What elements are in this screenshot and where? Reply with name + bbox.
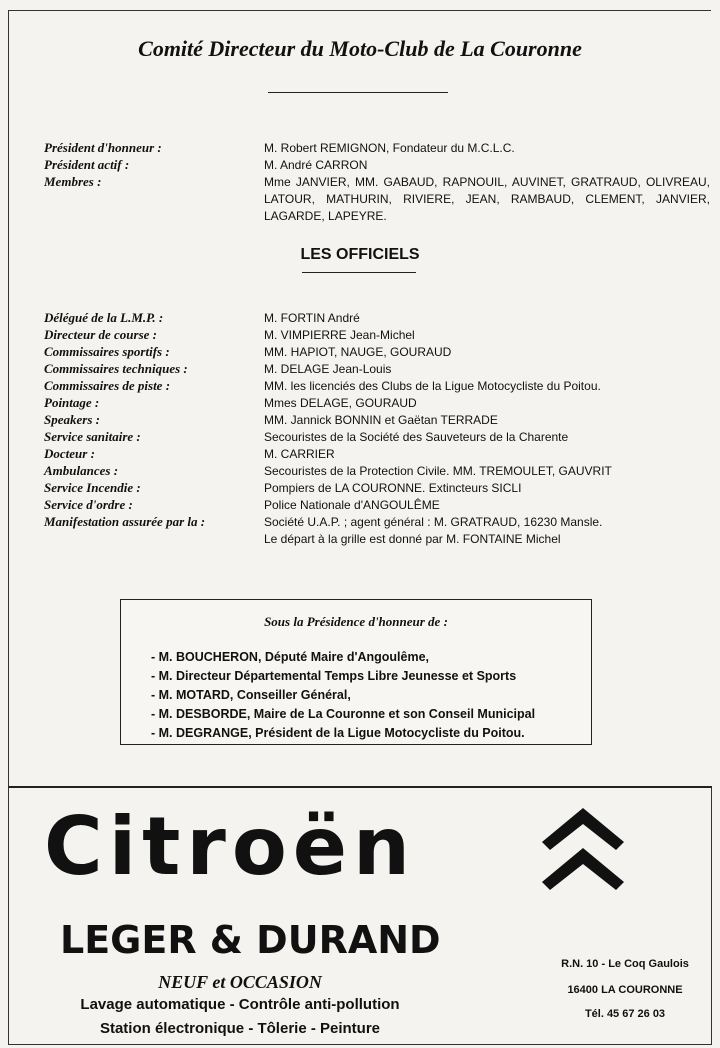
phone-number: Tél. 45 67 26 03 (584, 1008, 666, 1020)
official-label: Service sanitaire : (44, 429, 141, 444)
title-rule (268, 92, 448, 93)
official-label: Ambulances : (44, 463, 119, 478)
honor-box (120, 599, 592, 745)
official-label: Commissaires techniques : (44, 361, 188, 376)
director-value: M. André CARRON (264, 158, 368, 172)
director-label: Président actif : (44, 157, 130, 172)
official-label: Docteur : (44, 446, 95, 461)
director-value: Mme JANVIER, MM. GABAUD, RAPNOUIL, AUVINET, GRATRAUD, OLIVREAU, LATOUR, MATHURIN, RIVIERE, JEAN, RAMBAUD, CLEMENT, JANVIER, LAGARDE, LAPEYRE. (264, 175, 710, 223)
honor-list-item: - M. Directeur Départemental Temps Libre Jeunesse et Sports (151, 669, 517, 683)
official-value: Police Nationale d'ANGOULÊME (264, 498, 440, 512)
honor-box-title: Sous la Présidence d'honneur de : (264, 614, 448, 629)
official-label: Directeur de course : (44, 327, 158, 342)
official-value: M. CARRIER (264, 447, 335, 461)
official-value: MM. Jannick BONNIN et Gaëtan TERRADE (264, 413, 498, 427)
official-value: MM. les licenciés des Clubs de la Ligue Motocycliste du Poitou. (264, 379, 601, 393)
official-label: Commissaires sportifs : (44, 344, 170, 359)
services-line-1: Lavage automatique - Contrôle anti-pollution (80, 996, 400, 1013)
official-value: Société U.A.P. ; agent général : M. GRATRAUD, 16230 Mansle. (264, 515, 603, 529)
official-label: Manifestation assurée par la : (44, 514, 206, 529)
official-value: Secouristes de la Protection Civile. MM. TREMOULET, GAUVRIT (264, 464, 612, 478)
start-note: Le départ à la grille est donné par M. FONTAINE Michel (264, 532, 561, 546)
official-label: Délégué de la L.M.P. : (44, 310, 164, 325)
services-line-2: Station électronique - Tôlerie - Peinture (99, 1020, 381, 1037)
brand-logo-text: Citroën (44, 800, 416, 893)
official-value: Pompiers de LA COURONNE. Extincteurs SICLI (264, 481, 522, 495)
honor-list-item: - M. BOUCHERON, Député Maire d'Angoulême, (151, 650, 429, 664)
official-value: M. VIMPIERRE Jean-Michel (264, 328, 415, 342)
honor-list-item: - M. DEGRANGE, Président de la Ligue Motocycliste du Poitou. (151, 726, 525, 740)
director-label: Président d'honneur : (44, 140, 162, 155)
dealer-subtitle: NEUF et OCCASION (158, 972, 322, 992)
page-title: Comité Directeur du Moto-Club de La Couronne (138, 36, 582, 61)
address-line-2: 16400 LA COURONNE (567, 984, 683, 996)
director-value: M. Robert REMIGNON, Fondateur du M.C.L.C. (264, 141, 515, 155)
officials-title: LES OFFICIELS (300, 246, 420, 263)
officials-rule (302, 272, 416, 273)
honor-list-item: - M. MOTARD, Conseiller Général, (151, 688, 351, 702)
citroen-double-chevron-icon (542, 808, 624, 892)
official-value: M. FORTIN André (264, 311, 360, 325)
official-label: Speakers : (44, 412, 100, 427)
official-label: Pointage : (44, 395, 100, 410)
official-value: Mmes DELAGE, GOURAUD (264, 396, 417, 410)
honor-list (151, 648, 535, 743)
official-value: MM. HAPIOT, NAUGE, GOURAUD (264, 345, 452, 359)
address-line-1: R.N. 10 - Le Coq Gaulois (561, 958, 689, 970)
official-label: Service Incendie : (44, 480, 141, 495)
dealer-name: LEGER & DURAND (60, 918, 441, 962)
director-label: Membres : (44, 174, 102, 189)
official-value: Secouristes de la Société des Sauveteurs de la Charente (264, 430, 569, 444)
official-label: Commissaires de piste : (44, 378, 171, 393)
official-label: Service d'ordre : (44, 497, 133, 512)
official-value: M. DELAGE Jean-Louis (264, 362, 392, 376)
honor-list-item: - M. DESBORDE, Maire de La Couronne et son Conseil Municipal (151, 707, 536, 721)
